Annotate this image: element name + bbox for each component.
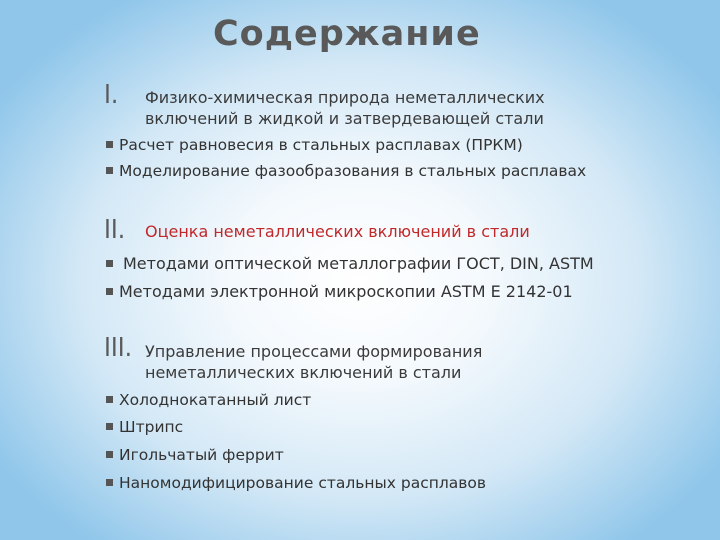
section-1-numeral: I.	[104, 80, 119, 110]
section-3-heading-line2: неметаллических включений в стали	[145, 363, 462, 382]
bullet-square-icon	[106, 288, 113, 295]
bullet-square-icon	[106, 479, 113, 486]
list-item-text: Холоднокатанный лист	[119, 391, 312, 409]
section-1-heading-line1: Физико-химическая природа неметаллических	[145, 88, 545, 107]
bullet-square-icon	[106, 167, 113, 174]
section-3-heading-line1: Управление процессами формирования	[145, 342, 483, 361]
list-item-text: Наномодифицирование стальных расплавов	[119, 474, 487, 492]
bullet-square-icon	[106, 423, 113, 430]
list-item-text: Игольчатый феррит	[119, 446, 284, 464]
list-item-text: Моделирование фазообразования в стальных расплавах	[119, 162, 587, 180]
bullet-square-icon	[106, 260, 113, 267]
list-item	[106, 474, 486, 492]
section-2-numeral: II.	[104, 215, 126, 245]
section-2-heading: Оценка неметаллических включений в стали	[145, 222, 530, 241]
section-1-heading-line2: включений в жидкой и затвердевающей стали	[145, 109, 544, 128]
list-item	[106, 136, 523, 154]
bullet-square-icon	[106, 396, 113, 403]
list-item	[106, 282, 573, 301]
list-item-text: Методами электронной микроскопии ASTM E 2142-01	[119, 282, 573, 301]
bullet-square-icon	[106, 141, 113, 148]
bullet-square-icon	[106, 451, 113, 458]
list-item-text: Расчет равновесия в стальных расплавах (ПРКМ)	[119, 136, 523, 154]
list-item	[106, 391, 311, 409]
list-item	[106, 162, 586, 180]
list-item	[106, 446, 284, 464]
list-item-text: Методами оптической металлографии ГОСТ, DIN, ASTM	[123, 254, 594, 273]
list-item-text: Штрипс	[119, 418, 184, 436]
section-3-numeral: III.	[104, 333, 133, 363]
page-title: Содержание	[213, 14, 481, 54]
list-item	[106, 254, 594, 273]
list-item	[106, 418, 183, 436]
